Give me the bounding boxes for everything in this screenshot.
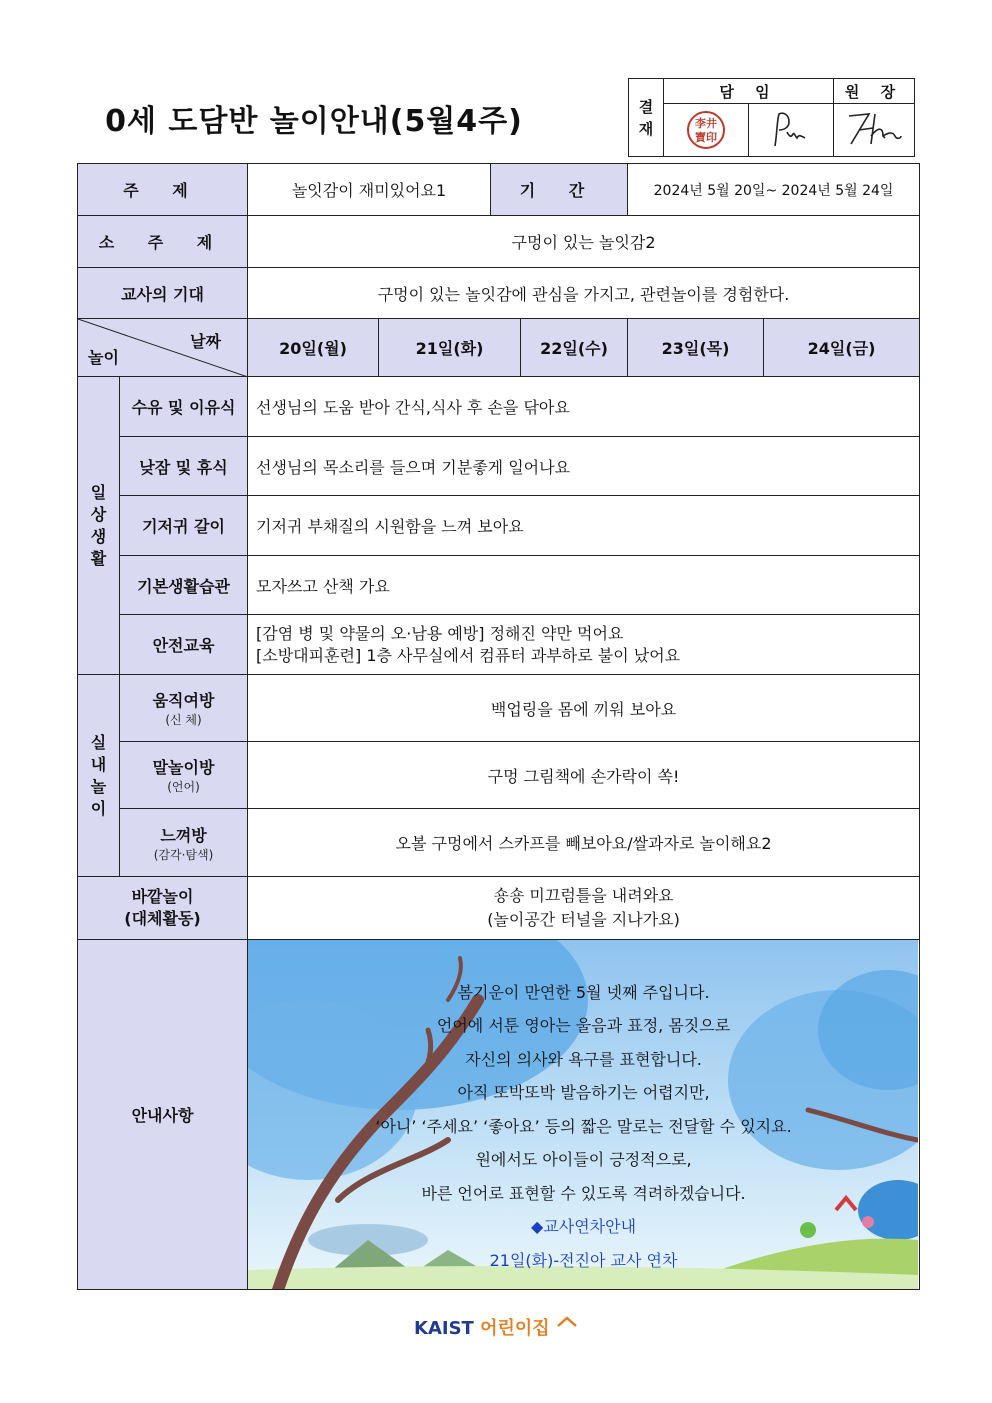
homeroom-signature xyxy=(749,104,834,157)
signature-icon xyxy=(839,106,909,150)
indoor-row-title: 말놀이방 xyxy=(152,758,215,777)
vacation-line: 21일(화)-전진아 교사 연차 xyxy=(489,1250,678,1270)
outdoor-label-2: (대체활동) xyxy=(124,909,201,928)
subtheme-value: 구멍이 있는 놀잇감2 xyxy=(248,216,920,268)
date-label: 날짜 xyxy=(190,332,222,351)
approval-label-top: 결 xyxy=(638,97,654,116)
notice-line: 바른 언어로 표현할 수 있도록 격려하겠습니다. xyxy=(421,1183,746,1203)
safety-line-2: [소방대피훈련] 1층 사무실에서 컴퓨터 과부하로 불이 났어요 xyxy=(256,645,681,665)
indoor-row-label xyxy=(120,742,248,809)
notice-content xyxy=(248,940,920,1290)
indoor-row-label xyxy=(120,675,248,742)
notice-line: 자신의 의사와 욕구를 표현합니다. xyxy=(465,1049,702,1069)
daily-row-label: 안전교육 xyxy=(120,615,248,675)
daily-row-label: 수유 및 이유식 xyxy=(120,377,248,437)
notice-line: 봄기운이 만연한 5월 넷째 주입니다. xyxy=(457,982,710,1002)
indoor-row-sub: (감각·탐색) xyxy=(153,847,214,862)
approval-label xyxy=(629,79,664,157)
outdoor-value-1: 숑숑 미끄럼틀을 내려와요 xyxy=(493,886,674,905)
director-signature xyxy=(834,104,915,157)
outdoor-label-1: 바깥놀이 xyxy=(131,887,194,906)
notice-line: 아직 또박또박 발음하기는 어렵지만, xyxy=(457,1083,710,1103)
day-header-mon: 20일(월) xyxy=(248,319,379,377)
expect-value: 구멍이 있는 놀잇감에 관심을 가지고, 관련놀이를 경험한다. xyxy=(248,268,920,319)
footer-name: 어린이집 xyxy=(480,1318,550,1339)
theme-value: 놀잇감이 재미있어요1 xyxy=(248,164,491,216)
outdoor-value xyxy=(248,877,920,940)
play-label: 놀이 xyxy=(88,348,119,367)
daily-row-value: 선생님의 목소리를 들으며 기분좋게 일어나요 xyxy=(248,437,920,496)
notice-line: 언어에 서툰 영아는 울음과 표정, 몸짓으로 xyxy=(436,1016,731,1036)
daily-row-value: 선생님의 도움 받아 간식,식사 후 손을 닦아요 xyxy=(248,377,920,437)
daily-row-value: 모자쓰고 산책 가요 xyxy=(248,556,920,615)
daily-group-label xyxy=(78,377,120,675)
indoor-row-sub: (신 체) xyxy=(165,713,202,727)
daily-row-label: 기본생활습관 xyxy=(120,556,248,615)
period-value: 2024년 5월 20일~ 2024년 5월 24일 xyxy=(628,164,920,216)
indoor-row-label xyxy=(120,809,248,877)
approval-director-header: 원 장 xyxy=(834,79,915,104)
outdoor-value-2: (놀이공간 터널을 지나가요) xyxy=(487,910,680,929)
notice-line: ‘아니’ ‘주세요’ ‘좋아요’ 등의 짧은 말로는 전달할 수 있지요. xyxy=(375,1116,792,1136)
vacation-title: ◆교사연차안내 xyxy=(531,1217,637,1237)
footer-brand: KAIST xyxy=(414,1318,474,1339)
plan-table xyxy=(77,163,920,1290)
daily-row-value: 기저귀 부채질의 시원함을 느껴 보아요 xyxy=(248,496,920,556)
indoor-row-value: 백업링을 몸에 끼워 보아요 xyxy=(248,675,920,742)
safety-line-1: [감염 병 및 약물의 오·남용 예방] 정해진 약만 먹어요 xyxy=(256,623,624,643)
notice-text xyxy=(248,952,919,1278)
daily-row-label: 기저귀 갈이 xyxy=(120,496,248,556)
subtheme-label: 소 주 제 xyxy=(78,216,248,268)
indoor-row-title: 느껴방 xyxy=(160,825,207,845)
approval-label-bottom: 재 xyxy=(638,119,654,138)
period-label: 기 간 xyxy=(491,164,628,216)
red-seal-icon: 李井 寶印 xyxy=(687,111,725,149)
daily-row-label: 낮잠 및 휴식 xyxy=(120,437,248,496)
expect-label: 교사의 기대 xyxy=(78,268,248,319)
date-play-header xyxy=(78,319,248,377)
approval-homeroom-header: 담 임 xyxy=(664,79,834,104)
indoor-row-value: 구멍 그림책에 손가락이 쏙! xyxy=(248,742,920,809)
seal-cell xyxy=(664,104,749,157)
footer-logo xyxy=(0,1314,992,1340)
indoor-row-value: 오볼 구멍에서 스카프를 빼보아요/쌀과자로 놀이해요2 xyxy=(248,809,920,877)
daily-row-value xyxy=(248,615,920,675)
theme-label: 주 제 xyxy=(78,164,248,216)
house-icon xyxy=(556,1316,578,1336)
indoor-group-label xyxy=(78,675,120,877)
day-header-fri: 24일(금) xyxy=(764,319,920,377)
page-title: 0세 도담반 놀이안내(5월4주) xyxy=(105,104,523,139)
outdoor-label xyxy=(78,877,248,940)
indoor-row-sub: (언어) xyxy=(167,780,200,794)
approval-box xyxy=(628,78,915,157)
day-header-wed: 22일(수) xyxy=(521,319,628,377)
signature-icon xyxy=(761,106,821,150)
indoor-row-title: 움직여방 xyxy=(152,691,215,710)
day-header-tue: 21일(화) xyxy=(379,319,521,377)
daily-group-text: 일상생활 xyxy=(90,482,107,568)
day-header-thu: 23일(목) xyxy=(628,319,764,377)
notice-line: 원에서도 아이들이 긍정적으로, xyxy=(475,1150,692,1170)
notice-label: 안내사항 xyxy=(78,940,248,1290)
indoor-group-text: 실내놀이 xyxy=(90,732,107,818)
